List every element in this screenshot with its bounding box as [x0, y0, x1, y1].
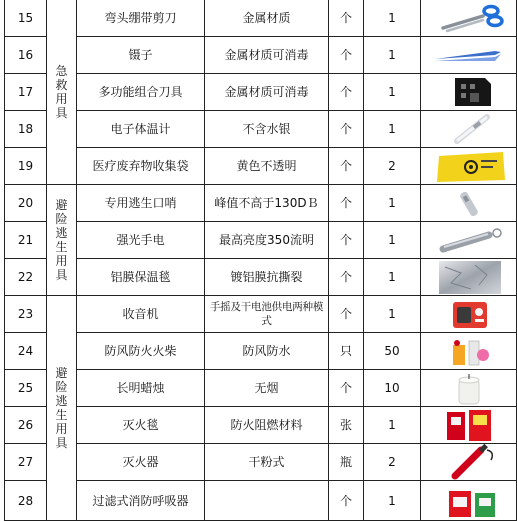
- row-number: 20: [5, 185, 47, 222]
- item-image-cell: [421, 444, 517, 481]
- extinguisher-icon: [421, 444, 516, 480]
- item-qty: 10: [364, 370, 421, 407]
- item-unit: 只: [329, 333, 364, 370]
- item-image-cell: [421, 74, 517, 111]
- item-spec: 黄色不透明: [205, 148, 329, 185]
- item-spec: 金属材质可消毒: [205, 74, 329, 111]
- item-image-cell: [421, 0, 517, 37]
- item-name: 防风防火火柴: [77, 333, 205, 370]
- row-number: 25: [5, 370, 47, 407]
- item-name: 医疗废弃物收集袋: [77, 148, 205, 185]
- item-image-cell: [421, 481, 517, 521]
- table-row: [5, 296, 517, 333]
- fire-blanket-icon: [421, 407, 516, 443]
- item-image-cell: [421, 111, 517, 148]
- radio-icon: [421, 296, 516, 332]
- item-qty: 2: [364, 444, 421, 481]
- table-row: [5, 333, 517, 370]
- item-spec: 防风防水: [205, 333, 329, 370]
- item-image-cell: [421, 296, 517, 333]
- tweezers-icon: [421, 37, 516, 73]
- item-unit: 个: [329, 296, 364, 333]
- thermometer-icon: [421, 111, 516, 147]
- respirator-icon: [421, 483, 516, 519]
- item-name: 铝膜保温毯: [77, 259, 205, 296]
- row-number: 17: [5, 74, 47, 111]
- supply-list-table: [4, 0, 517, 521]
- item-name: 收音机: [77, 296, 205, 333]
- item-name: 过滤式消防呼吸器: [77, 481, 205, 521]
- table-row: [5, 222, 517, 259]
- item-spec: 防火阻燃材料: [205, 407, 329, 444]
- item-qty: 1: [364, 111, 421, 148]
- table-row: [5, 0, 517, 37]
- item-spec: 峰值不高于130DＢ: [205, 185, 329, 222]
- item-qty: 1: [364, 222, 421, 259]
- table-row: [5, 111, 517, 148]
- item-spec: 金属材质: [205, 0, 329, 37]
- table-row: [5, 185, 517, 222]
- item-name: 弯头绷带剪刀: [77, 0, 205, 37]
- table-row: [5, 370, 517, 407]
- item-qty: 2: [364, 148, 421, 185]
- item-unit: 个: [329, 37, 364, 74]
- item-unit: 张: [329, 407, 364, 444]
- item-name: 专用逃生口哨: [77, 185, 205, 222]
- category-escape-a: 避险逃生用具: [47, 185, 77, 296]
- item-name: 多功能组合刀具: [77, 74, 205, 111]
- table-row: [5, 444, 517, 481]
- item-qty: 1: [364, 407, 421, 444]
- item-spec: 手摇及干电池供电两种模式: [205, 296, 329, 333]
- table-row: [5, 37, 517, 74]
- multi-tool-card-icon: [421, 74, 516, 110]
- matches-icon: [421, 333, 516, 369]
- biohazard-bag-icon: [421, 148, 516, 184]
- item-spec: 干粉式: [205, 444, 329, 481]
- candle-icon: [421, 370, 516, 406]
- item-image-cell: [421, 148, 517, 185]
- item-image-cell: [421, 37, 517, 74]
- item-unit: 个: [329, 370, 364, 407]
- item-qty: 50: [364, 333, 421, 370]
- item-unit: 个: [329, 111, 364, 148]
- row-number: 22: [5, 259, 47, 296]
- item-unit: 个: [329, 481, 364, 521]
- table-row: [5, 407, 517, 444]
- item-name: 灭火器: [77, 444, 205, 481]
- row-number: 23: [5, 296, 47, 333]
- item-name: 长明蜡烛: [77, 370, 205, 407]
- item-qty: 1: [364, 259, 421, 296]
- row-number: 27: [5, 444, 47, 481]
- item-image-cell: [421, 222, 517, 259]
- whistle-icon: [421, 185, 516, 221]
- item-image-cell: [421, 259, 517, 296]
- item-qty: 1: [364, 0, 421, 37]
- foil-blanket-icon: [421, 259, 516, 295]
- item-unit: 个: [329, 222, 364, 259]
- row-number: 15: [5, 0, 47, 37]
- item-qty: 1: [364, 296, 421, 333]
- item-image-cell: [421, 185, 517, 222]
- item-image-cell: [421, 407, 517, 444]
- item-unit: 个: [329, 185, 364, 222]
- table-row: [5, 148, 517, 185]
- item-spec: 最高亮度350流明: [205, 222, 329, 259]
- table-row: [5, 481, 517, 521]
- item-unit: 个: [329, 259, 364, 296]
- row-number: 18: [5, 111, 47, 148]
- row-number: 26: [5, 407, 47, 444]
- item-spec: 不含水银: [205, 111, 329, 148]
- row-number: 28: [5, 481, 47, 521]
- item-image-cell: [421, 370, 517, 407]
- table-row: [5, 74, 517, 111]
- item-unit: 个: [329, 74, 364, 111]
- flashlight-icon: [421, 222, 516, 258]
- category-first-aid: 急救用具: [47, 0, 77, 185]
- item-name: 灭火毯: [77, 407, 205, 444]
- row-number: 21: [5, 222, 47, 259]
- item-unit: 个: [329, 148, 364, 185]
- table-row: [5, 259, 517, 296]
- item-qty: 1: [364, 37, 421, 74]
- item-spec: 金属材质可消毒: [205, 37, 329, 74]
- row-number: 16: [5, 37, 47, 74]
- item-unit: 个: [329, 0, 364, 37]
- item-spec-obscured: [205, 481, 329, 521]
- item-image-cell: [421, 333, 517, 370]
- bandage-scissors-icon: [421, 0, 516, 36]
- item-name: 强光手电: [77, 222, 205, 259]
- item-name: 电子体温计: [77, 111, 205, 148]
- item-unit: 瓶: [329, 444, 364, 481]
- item-name: 镊子: [77, 37, 205, 74]
- item-qty: 1: [364, 74, 421, 111]
- item-qty: 1: [364, 481, 421, 521]
- row-number: 19: [5, 148, 47, 185]
- category-escape-b: 避险逃生用具: [47, 296, 77, 521]
- item-qty: 1: [364, 185, 421, 222]
- row-number: 24: [5, 333, 47, 370]
- item-spec: 镀铝膜抗撕裂: [205, 259, 329, 296]
- item-spec: 无烟: [205, 370, 329, 407]
